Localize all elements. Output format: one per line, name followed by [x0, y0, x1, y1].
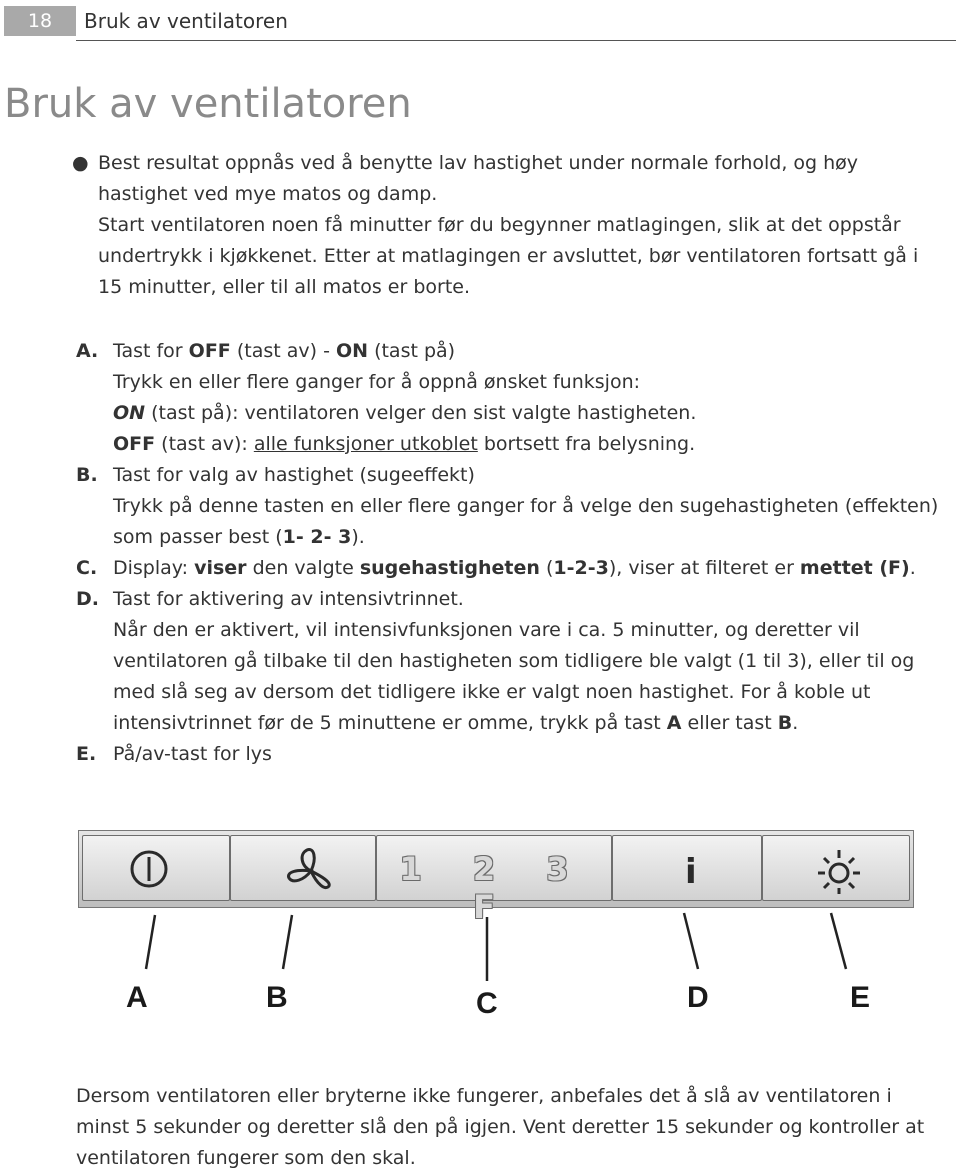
item-line: Display: viser den valgte sugehastigheten (1-2-3), viser at filteret er mettet (F). — [113, 557, 916, 579]
item-line: OFF (tast av): alle funksjoner utkoblet bortsett fra belysning. — [113, 433, 696, 455]
callout-label-e: E — [850, 981, 871, 1014]
power-button[interactable] — [82, 835, 230, 901]
bullet-line: 15 minutter, eller til all matos er borte. — [98, 276, 471, 298]
item-letter: B. — [76, 464, 98, 486]
control-panel — [78, 830, 914, 926]
page-title: Bruk av ventilatoren — [4, 81, 412, 127]
display-readout: 1 2 3 F — [399, 850, 589, 926]
header-divider — [76, 40, 956, 41]
item-line: som passer best (1- 2- 3). — [113, 526, 365, 548]
callout-label-b: B — [266, 981, 288, 1014]
speed-button[interactable] — [230, 835, 376, 901]
item-b — [76, 460, 960, 553]
item-line: ventilatoren gå tilbake til den hastigheten som tidligere ble valgt (1 til 3), eller til og — [113, 650, 915, 672]
bullet-line: Best resultat oppnås ved å benytte lav hastighet under normale forhold, og høy — [98, 152, 859, 174]
callout-line-b — [283, 915, 292, 969]
svg-text:i: i — [685, 852, 697, 892]
light-icon — [763, 836, 911, 902]
item-letter: C. — [76, 557, 98, 579]
item-line: ON (tast på): ventilatoren velger den sist valgte hastigheten. — [113, 402, 697, 424]
bullet-icon: ● — [72, 152, 89, 174]
item-letter: D. — [76, 588, 99, 610]
callout-line-d — [684, 913, 698, 969]
callout-line-a — [146, 915, 155, 969]
footer-line: minst 5 sekunder og deretter slå den på igjen. Vent deretter 15 sekunder og kontroller at — [76, 1116, 925, 1138]
item-d — [76, 584, 960, 739]
callout-line-e — [831, 913, 846, 969]
bullet-line: undertrykk i kjøkkenet. Etter at matlagingen er avsluttet, bør ventilatoren fortsatt gå i — [98, 245, 919, 267]
item-line: Tast for valg av hastighet (sugeeffekt) — [113, 464, 475, 486]
bullet-line: Start ventilatoren noen få minutter før du begynner matlagingen, slik at det oppstår — [98, 214, 901, 236]
item-line: På/av-tast for lys — [113, 743, 272, 765]
item-letter: A. — [76, 340, 99, 362]
fan-icon — [231, 836, 377, 902]
item-line: Tast for aktivering av intensivtrinnet. — [113, 588, 464, 610]
callout-label-a: A — [126, 981, 148, 1014]
page-number: 18 — [4, 6, 76, 36]
power-icon — [83, 836, 231, 902]
light-button[interactable] — [762, 835, 910, 901]
item-a — [76, 336, 960, 460]
item-e — [76, 739, 960, 770]
bullet-text — [98, 148, 952, 303]
speed-display — [376, 835, 612, 926]
bullet-line: hastighet ved mye matos og damp. — [98, 183, 438, 205]
troubleshooting-note — [76, 1081, 956, 1174]
page-header — [0, 0, 960, 42]
info-icon — [613, 836, 763, 902]
item-line: Trykk på denne tasten en eller flere ganger for å velge den sugehastigheten (effekten) — [113, 495, 939, 517]
footer-line: ventilatoren fungerer som den skal. — [76, 1147, 416, 1169]
footer-line: Dersom ventilatoren eller bryterne ikke fungerer, anbefales det å slå av ventilatoren i — [76, 1085, 892, 1107]
callout-label-c: C — [476, 987, 498, 1020]
item-line: Tast for OFF (tast av) - ON (tast på) — [113, 340, 456, 362]
item-line: Når den er aktivert, vil intensivfunksjonen vare i ca. 5 minutter, og deretter vil — [113, 619, 860, 641]
item-c — [76, 553, 960, 584]
item-line: med slå seg av dersom det tidligere ikke er valgt noen hastighet. For å koble ut — [113, 681, 871, 703]
item-letter: E. — [76, 743, 97, 765]
callout-label-d: D — [687, 981, 709, 1014]
item-line: Trykk en eller flere ganger for å oppnå ønsket funksjon: — [113, 371, 641, 393]
item-line: intensivtrinnet før de 5 minuttene er omme, trykk på tast A eller tast B. — [113, 712, 799, 734]
intro-bullet — [72, 148, 952, 303]
running-title: Bruk av ventilatoren — [84, 9, 288, 33]
intensive-button[interactable] — [612, 835, 762, 901]
control-descriptions — [76, 336, 960, 770]
